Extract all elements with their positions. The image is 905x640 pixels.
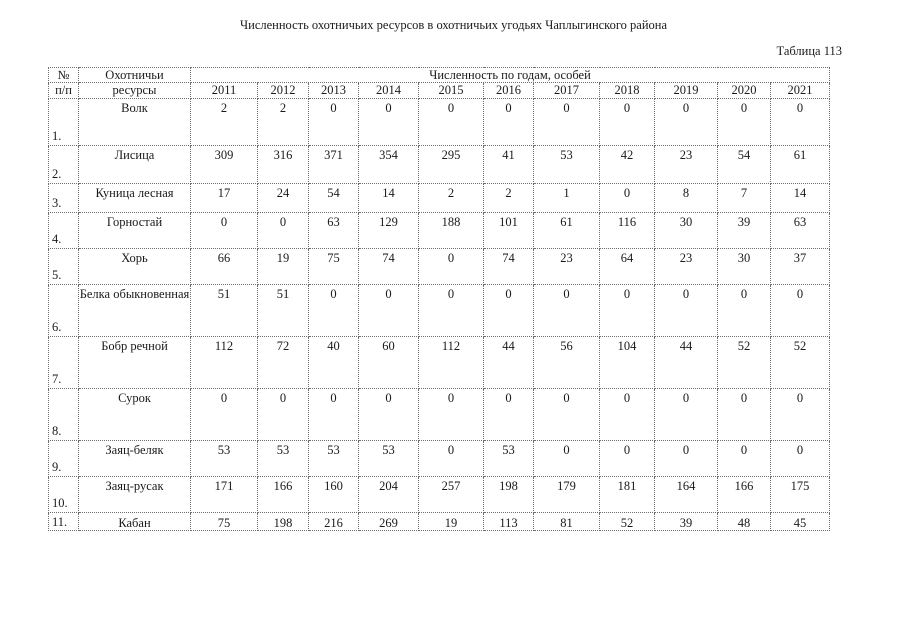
count-cell: 0 [534,99,600,146]
count-cell: 371 [309,146,359,184]
count-cell: 354 [359,146,419,184]
count-cell: 53 [309,441,359,477]
count-cell: 113 [484,513,534,531]
table-row [49,337,830,389]
count-cell: 179 [534,477,600,513]
count-cell: 295 [419,146,484,184]
count-cell: 52 [600,513,655,531]
resource-name: Заяц-русак [79,477,191,513]
count-cell: 0 [419,389,484,441]
table-row [49,184,830,213]
year-header: 2013 [309,83,359,99]
count-cell: 54 [309,184,359,213]
count-cell: 2 [419,184,484,213]
count-cell: 1 [534,184,600,213]
count-cell: 0 [600,441,655,477]
row-number-cell [49,146,79,184]
count-cell: 51 [191,285,258,337]
count-cell: 45 [771,513,830,531]
row-number-cell [49,285,79,337]
year-header: 2017 [534,83,600,99]
count-cell: 14 [359,184,419,213]
count-cell: 0 [534,441,600,477]
count-cell: 188 [419,213,484,249]
count-cell: 42 [600,146,655,184]
table-row [49,146,830,184]
table-number: Таблица 113 [776,44,842,58]
count-cell: 164 [655,477,718,513]
count-cell: 51 [258,285,309,337]
row-number-cell [49,99,79,146]
count-cell: 0 [484,99,534,146]
count-cell: 44 [484,337,534,389]
table-row [49,513,830,531]
count-cell: 0 [534,285,600,337]
row-number: 3. [52,196,62,210]
count-cell: 60 [359,337,419,389]
count-cell: 0 [191,213,258,249]
count-cell: 72 [258,337,309,389]
row-number: 7. [52,372,62,386]
count-cell: 0 [718,441,771,477]
row-number: 2. [52,167,62,181]
hunting-resources-table [48,67,830,531]
count-cell: 0 [419,441,484,477]
count-cell: 2 [191,99,258,146]
header-number-line2: п/п [49,83,79,99]
count-cell: 198 [258,513,309,531]
count-cell: 0 [484,389,534,441]
count-cell: 257 [419,477,484,513]
count-cell: 23 [655,146,718,184]
count-cell: 53 [534,146,600,184]
row-number: 6. [52,320,62,334]
year-header: 2011 [191,83,258,99]
count-cell: 0 [655,99,718,146]
resource-name: Заяц-беляк [79,441,191,477]
count-cell: 39 [718,213,771,249]
count-cell: 0 [191,389,258,441]
count-cell: 53 [484,441,534,477]
count-cell: 53 [191,441,258,477]
count-cell: 0 [359,389,419,441]
count-cell: 39 [655,513,718,531]
row-number: 9. [52,460,62,474]
table-row [49,477,830,513]
count-cell: 0 [600,184,655,213]
resource-name: Бобр речной [79,337,191,389]
count-cell: 53 [258,441,309,477]
count-cell: 0 [309,99,359,146]
year-header: 2015 [419,83,484,99]
count-cell: 198 [484,477,534,513]
count-cell: 64 [600,249,655,285]
row-number-cell [49,477,79,513]
count-cell: 81 [534,513,600,531]
document-title: Численность охотничьих ресурсов в охотничьих угодьях Чаплыгинского района [240,18,668,32]
row-number-cell [49,184,79,213]
count-cell: 17 [191,184,258,213]
row-number: 8. [52,424,62,438]
resource-name: Куница лесная [79,184,191,213]
count-cell: 0 [771,99,830,146]
year-header: 2012 [258,83,309,99]
count-cell: 112 [191,337,258,389]
count-cell: 40 [309,337,359,389]
count-cell: 75 [191,513,258,531]
resource-name: Лисица [79,146,191,184]
count-cell: 61 [534,213,600,249]
count-cell: 8 [655,184,718,213]
count-cell: 166 [258,477,309,513]
count-cell: 0 [484,285,534,337]
count-cell: 160 [309,477,359,513]
table-row [49,249,830,285]
count-cell: 0 [655,389,718,441]
resource-name: Волк [79,99,191,146]
count-cell: 181 [600,477,655,513]
count-cell: 129 [359,213,419,249]
count-cell: 30 [655,213,718,249]
row-number-cell [49,213,79,249]
count-cell: 0 [655,285,718,337]
count-cell: 216 [309,513,359,531]
count-cell: 0 [600,99,655,146]
count-cell: 0 [771,285,830,337]
count-cell: 0 [309,285,359,337]
count-cell: 30 [718,249,771,285]
count-cell: 0 [718,99,771,146]
count-cell: 0 [718,285,771,337]
table-row [49,441,830,477]
count-cell: 0 [655,441,718,477]
count-cell: 44 [655,337,718,389]
count-cell: 112 [419,337,484,389]
count-cell: 0 [600,285,655,337]
resource-name: Белка обыкновенная [79,285,191,337]
resource-name: Сурок [79,389,191,441]
count-cell: 14 [771,184,830,213]
count-cell: 0 [359,285,419,337]
count-cell: 52 [771,337,830,389]
count-cell: 63 [309,213,359,249]
count-cell: 0 [600,389,655,441]
count-cell: 0 [258,389,309,441]
table-row [49,99,830,146]
year-header: 2021 [771,83,830,99]
count-cell: 204 [359,477,419,513]
year-header: 2020 [718,83,771,99]
count-cell: 48 [718,513,771,531]
count-cell: 52 [718,337,771,389]
row-number-cell [49,389,79,441]
row-number: 1. [52,129,62,143]
count-cell: 0 [771,441,830,477]
row-number: 11. [52,514,68,529]
resource-name: Кабан [79,513,191,531]
count-cell: 0 [359,99,419,146]
count-cell: 37 [771,249,830,285]
table-row [49,213,830,249]
count-cell: 23 [534,249,600,285]
count-cell: 74 [359,249,419,285]
header-number: № [49,68,79,83]
count-cell: 0 [771,389,830,441]
row-number-cell [49,513,79,531]
count-cell: 19 [419,513,484,531]
count-cell: 54 [718,146,771,184]
count-cell: 0 [309,389,359,441]
header-resource: Охотничьи [79,68,191,83]
count-cell: 116 [600,213,655,249]
row-number: 4. [52,232,62,246]
count-cell: 19 [258,249,309,285]
count-cell: 7 [718,184,771,213]
count-cell: 75 [309,249,359,285]
count-cell: 0 [419,99,484,146]
count-cell: 175 [771,477,830,513]
year-header: 2018 [600,83,655,99]
count-cell: 56 [534,337,600,389]
row-number-cell [49,249,79,285]
count-cell: 0 [718,389,771,441]
count-cell: 53 [359,441,419,477]
row-number: 5. [52,268,62,282]
count-cell: 2 [258,99,309,146]
count-cell: 23 [655,249,718,285]
resource-name: Горностай [79,213,191,249]
header-years-caption: Численность по годам, особей [191,68,830,83]
count-cell: 66 [191,249,258,285]
count-cell: 101 [484,213,534,249]
year-header: 2016 [484,83,534,99]
header-resource-line2: ресурсы [79,83,191,99]
count-cell: 0 [258,213,309,249]
year-header: 2019 [655,83,718,99]
year-header: 2014 [359,83,419,99]
count-cell: 0 [419,285,484,337]
table-row [49,389,830,441]
row-number: 10. [52,496,68,510]
table-row [49,285,830,337]
count-cell: 24 [258,184,309,213]
count-cell: 41 [484,146,534,184]
count-cell: 2 [484,184,534,213]
row-number-cell [49,441,79,477]
count-cell: 0 [419,249,484,285]
count-cell: 63 [771,213,830,249]
count-cell: 316 [258,146,309,184]
count-cell: 0 [534,389,600,441]
row-number-cell [49,337,79,389]
count-cell: 61 [771,146,830,184]
resource-name: Хорь [79,249,191,285]
count-cell: 171 [191,477,258,513]
count-cell: 309 [191,146,258,184]
count-cell: 74 [484,249,534,285]
count-cell: 269 [359,513,419,531]
count-cell: 166 [718,477,771,513]
count-cell: 104 [600,337,655,389]
